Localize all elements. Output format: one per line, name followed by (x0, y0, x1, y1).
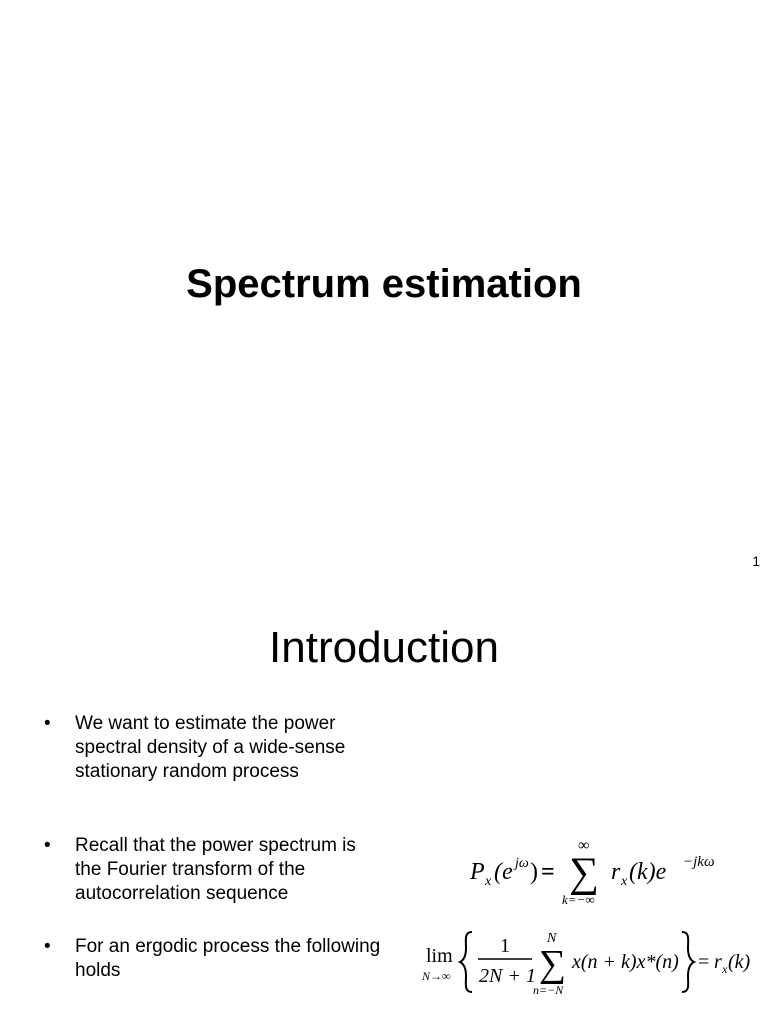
eq-rhs-r: r (714, 951, 722, 973)
eq-body: x(n + k)x*(n) (572, 951, 679, 973)
eq-sum-bottom: n=−N (533, 983, 564, 997)
eq-term-arg: (k)e (629, 859, 667, 885)
bullet-marker: • (44, 713, 51, 734)
slide-title: Introduction (269, 623, 499, 672)
bullet-item (44, 935, 384, 983)
eq-lim: lim (426, 945, 453, 967)
eq-equals: = (698, 951, 710, 973)
bullet-text: We want to estimate the power spectral density of a wide-sense stationary random process (75, 713, 346, 782)
bullet-text: For an ergodic process the following holds (75, 936, 381, 981)
eq-equals: = (541, 859, 555, 885)
slide-title: Spectrum estimation (186, 262, 582, 306)
eq-lhs: P (470, 859, 485, 885)
eq-frac-den: 2N + 1 (479, 965, 536, 987)
eq-lhs-arg: (e (494, 859, 513, 885)
bullet-item (44, 712, 384, 784)
left-brace-icon (460, 932, 472, 992)
right-brace-icon (682, 932, 694, 992)
slide-2 (0, 576, 768, 1024)
power-spectrum-equation (470, 836, 740, 908)
eq-lhs-sup: jω (515, 856, 529, 871)
eq-term-sub: x (621, 874, 628, 889)
bullet-text: Recall that the power spectrum is the Fourier transform of the autocorrelation sequence (75, 835, 356, 904)
bullet-marker: • (44, 835, 51, 856)
sigma-icon: ∑ (569, 850, 599, 896)
eq-frac-num: 1 (500, 935, 510, 957)
eq-lhs-sub: x (485, 874, 492, 889)
bullet-item (44, 834, 384, 906)
bullet-marker: • (44, 936, 51, 957)
eq-sum-top: N (547, 931, 557, 946)
eq-sum-bottom: k=−∞ (562, 892, 595, 907)
eq-term-r: r (611, 859, 621, 885)
eq-rhs-sub: x (722, 962, 728, 976)
eq-lim-sub: N→∞ (422, 969, 451, 983)
eq-term-sup: −jkω (683, 854, 715, 870)
page-number: 1 (752, 553, 760, 569)
ergodic-limit-equation (420, 926, 750, 1002)
eq-sum-top: ∞ (578, 837, 590, 854)
sigma-icon: ∑ (539, 943, 567, 985)
eq-rhs-arg: (k) (728, 951, 750, 973)
eq-lhs-close: ) (530, 859, 538, 885)
